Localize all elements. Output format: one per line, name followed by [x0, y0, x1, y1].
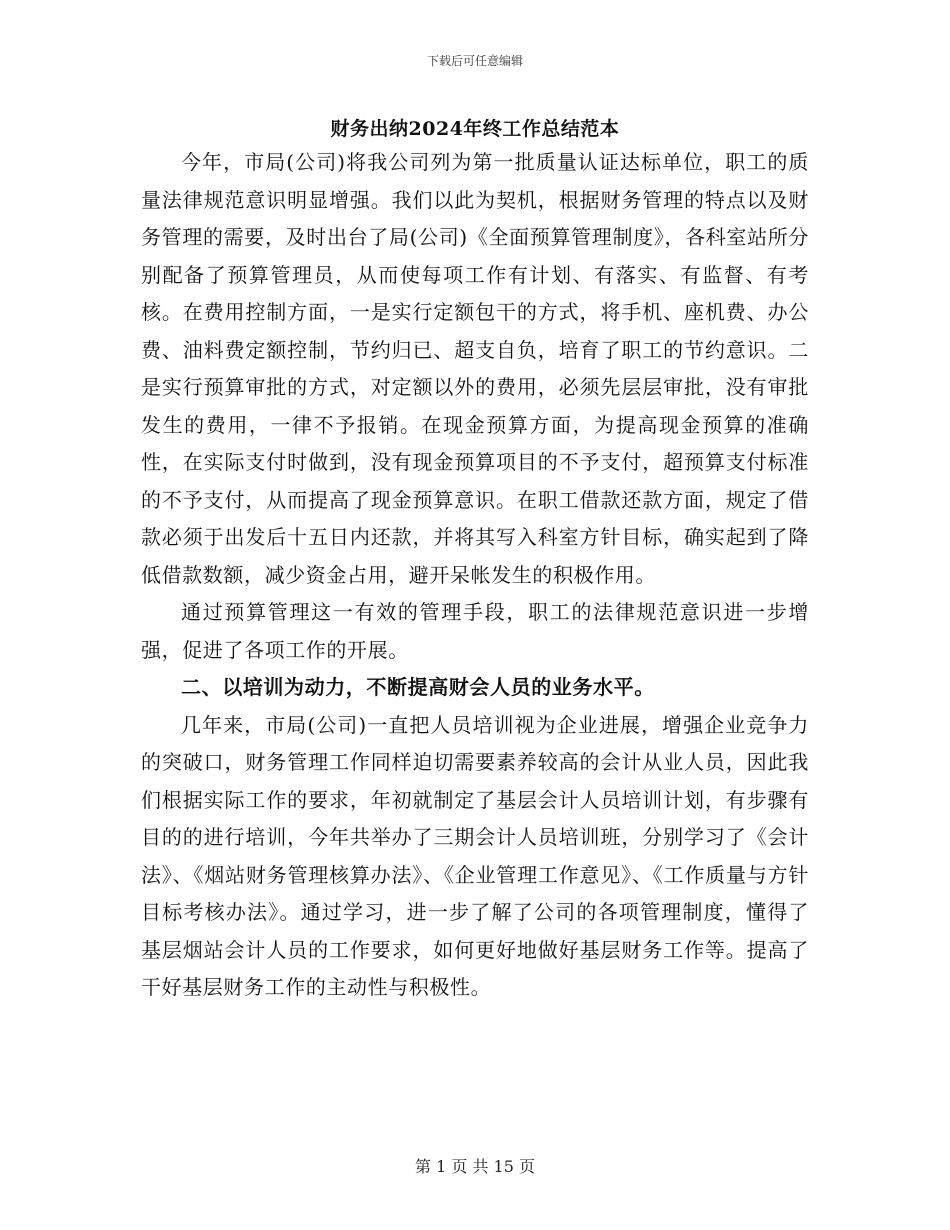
- header-note: 下载后可任意编辑: [426, 54, 523, 68]
- document-body: [141, 144, 809, 1007]
- paragraph-1: 今年，市局(公司)将我公司列为第一批质量认证达标单位，职工的质量法律规范意识明显增强。我们以此为契机，根据财务管理的特点以及财务管理的需要，及时出台了局(公司)《全面预算管理制度》，各科室站所分别配备了预算管理员，从而使每项工作有计划、有落实、有监督、有考核。在费用控制方面，一是实行定额包干的方式，将手机、座机费、办公费、油料费定额控制，节约归已、超支自负，培育了职工的节约意识。二是实行预算审批的方式，对定额以外的费用，必须先层层审批，没有审批发生的费用，一律不予报销。在现金预算方面，为提高现金预算的准确性，在实际支付时做到，没有现金预算项目的不予支付，超预算支付标准的不予支付，从而提高了现金预算意识。在职工借款还款方面，规定了借款必须于出发后十五日内还款，并将其写入科室方针目标，确实起到了降低借款数额，减少资金占用，避开呆帐发生的积极作用。: [141, 150, 809, 587]
- document-title: 财务出纳2024年终工作总结范本: [330, 118, 620, 140]
- section-heading: 二、以培训为动力，不断提高财会人员的业务水平。: [181, 675, 655, 699]
- page-footer: 第 1 页 共 15 页: [415, 1157, 535, 1176]
- paragraph-2: 通过预算管理这一有效的管理手段，职工的法律规范意识进一步增强，促进了各项工作的开展。: [141, 600, 809, 662]
- paragraph-3: 几年来，市局(公司)一直把人员培训视为企业进展，增强企业竞争力的突破口，财务管理工作同样迫切需要素养较高的会计从业人员，因此我们根据实际工作的要求，年初就制定了基层会计人员培训计划，有步骤有目的的进行培训，今年共举办了三期会计人员培训班，分别学习了《会计法》、《烟站财务管理核算办法》、《企业管理工作意见》、《工作质量与方针目标考核办法》。通过学习，进一步了解了公司的各项管理制度，懂得了基层烟站会计人员的工作要求，如何更好地做好基层财务工作等。提高了干好基层财务工作的主动性与积极性。: [141, 712, 809, 999]
